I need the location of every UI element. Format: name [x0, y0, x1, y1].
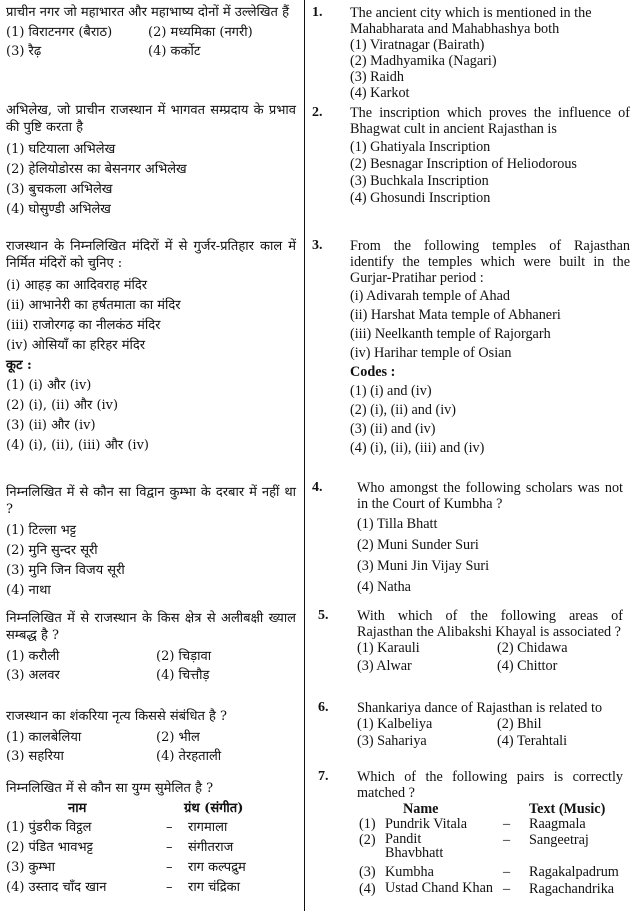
- item: (iv) ओसियाँ का हरिहर मंदिर: [6, 338, 146, 353]
- pair-dash: –: [503, 816, 511, 832]
- pair-text: Ragakalpadrum: [529, 864, 619, 880]
- option: (2) भील: [156, 730, 200, 745]
- option: (3) Raidh: [350, 69, 404, 85]
- options-row: [357, 640, 623, 658]
- pair-dash: –: [503, 864, 511, 880]
- table-row: [6, 859, 296, 879]
- codes-label: Codes :: [350, 364, 396, 380]
- item: (iv) Harihar temple of Osian: [350, 345, 512, 361]
- question-number: 7.: [318, 769, 329, 784]
- pair-name: Pandit Bhavbhatt: [385, 831, 444, 861]
- option: (4) (i), (ii), (iii) and (iv): [350, 440, 485, 456]
- hindi-question-6: [6, 708, 296, 767]
- option: (3) Sahariya: [357, 733, 427, 749]
- hindi-question-4: [6, 484, 296, 602]
- question-stem: From the following temples of Rajasthan identify the temples which were built in the Gurjar-Pratihar period :: [350, 238, 630, 286]
- option: (3) रैढ़: [6, 44, 42, 59]
- option: (3) Buchkala Inscription: [350, 173, 489, 189]
- question-stem: राजस्थान का शंकरिया नृत्य किससे संबंधित है ?: [6, 709, 228, 724]
- option: (4) Karkot: [350, 85, 410, 101]
- option: (3) (ii) and (iv): [350, 421, 436, 437]
- question-stem: राजस्थान के निम्नलिखित मंदिरों में से गुर्जर-प्रतिहार काल में निर्मित मंदिरों को चुनिए :: [6, 239, 296, 271]
- table-row: [357, 864, 623, 881]
- english-question-7: [357, 769, 623, 911]
- hindi-question-5: [6, 610, 296, 686]
- table-row: [357, 832, 623, 864]
- option: (3) Alwar: [357, 658, 412, 674]
- question-stem: With which of the following areas of Rajasthan the Alibakshi Khayal is associated ?: [357, 608, 623, 640]
- option: (4) Ghosundi Inscription: [350, 190, 491, 206]
- item: (ii) Harshat Mata temple of Abhaneri: [350, 307, 561, 323]
- option: (1) (i) और (iv): [6, 378, 92, 393]
- pair-name: (3) कुम्भा: [6, 860, 55, 875]
- question-stem: The inscription which proves the influence of Bhagwat cult in ancient Rajasthan is: [350, 105, 630, 137]
- question-stem: प्राचीन नगर जो महाभारत और महाभाष्य दोनों में उल्लेखित हैं: [6, 5, 289, 20]
- option: (4) Chittor: [497, 658, 558, 674]
- option: (2) मुनि सुन्दर सूरी: [6, 543, 98, 558]
- option: (1) Tilla Bhatt: [357, 516, 438, 532]
- question-number: 6.: [318, 700, 329, 715]
- option: (1) टिल्ला भट्ट: [6, 523, 77, 538]
- options-row: [357, 658, 623, 676]
- pair-name: (1) पुंडरीक विट्ठल: [6, 820, 92, 835]
- pair-text: राग चंद्रिका: [188, 880, 241, 895]
- english-question-1: [350, 5, 630, 101]
- table-row: [357, 816, 623, 832]
- pair-text: Raagmala: [529, 816, 586, 832]
- option: (1) Kalbeliya: [357, 716, 433, 732]
- option: (3) सहरिया: [6, 749, 64, 764]
- question-stem: अभिलेख, जो प्राचीन राजस्थान में भागवत सम्प्रदाय के प्रभाव की पुष्टि करता है: [6, 103, 296, 135]
- option: (1) विराटनगर (बैराठ): [6, 25, 113, 40]
- option: (1) Viratnagar (Bairath): [350, 37, 485, 53]
- options-row: [6, 748, 296, 767]
- option: (2) (i), (ii) and (iv): [350, 402, 456, 418]
- option: (3) अलवर: [6, 668, 60, 683]
- pair-name: Kumbha: [385, 864, 434, 880]
- item: (i) आहड़ का आदिवराह मंदिर: [6, 278, 148, 293]
- option: (4) तेरहताली: [156, 749, 222, 764]
- codes-label: कूट :: [6, 358, 32, 373]
- pair-name: (4) उस्ताद चाँद खान: [6, 880, 107, 895]
- option: (1) (i) and (iv): [350, 383, 432, 399]
- option: (2) Muni Sunder Suri: [357, 537, 479, 553]
- hindi-question-2: [6, 102, 296, 221]
- table-header: [357, 801, 623, 816]
- option: (4) नाथा: [6, 583, 51, 598]
- option: (2) मध्यमिका (नगरी): [148, 25, 253, 40]
- table-row: [357, 881, 623, 911]
- pair-dash: –: [166, 880, 173, 895]
- english-question-2: [350, 105, 630, 206]
- option: (4) Natha: [357, 579, 411, 595]
- options-row: [6, 648, 296, 667]
- english-question-4: [357, 480, 623, 595]
- english-question-3: [350, 238, 630, 456]
- pair-text: राग कल्पद्रुम: [188, 860, 246, 875]
- column-header: Text (Music): [529, 801, 606, 817]
- option: (2) Bhil: [497, 716, 542, 732]
- pair-name: Pundrik Vitala: [385, 816, 468, 832]
- pair-dash: –: [503, 881, 511, 897]
- table-row: [6, 839, 296, 859]
- question-number: 2.: [312, 105, 323, 120]
- table-row: [6, 879, 296, 899]
- column-header: ग्रंथ (संगीत): [184, 801, 244, 816]
- options-row: [6, 43, 296, 62]
- table-header: [6, 800, 296, 819]
- item: (iii) राजोरगढ़ का नीलकंठ मंदिर: [6, 318, 161, 333]
- option: (3) Muni Jin Vijay Suri: [357, 558, 490, 574]
- column-divider: [304, 0, 305, 911]
- hindi-question-1: [6, 4, 296, 62]
- column-header: नाम: [68, 801, 87, 816]
- question-stem: The ancient city which is mentioned in the Mahabharata and Mahabhashya both: [350, 5, 592, 37]
- options-row: [6, 729, 296, 748]
- column-header: Name: [403, 801, 439, 817]
- table-row: [6, 819, 296, 839]
- question-number: 1.: [312, 5, 323, 20]
- option: (2) हेलियोडोरस का बेसनगर अभिलेख: [6, 162, 187, 177]
- pair-text: रागमाला: [188, 820, 228, 835]
- option: (2) Chidawa: [497, 640, 568, 656]
- option: (3) मुनि जिन विजय सूरी: [6, 563, 125, 578]
- option: (4) कर्कोट: [148, 44, 201, 59]
- option: (2) Besnagar Inscription of Heliodorous: [350, 156, 577, 172]
- option: (3) बुचकला अभिलेख: [6, 182, 113, 197]
- pair-text: Ragachandrika: [529, 881, 615, 897]
- option: (2) Madhyamika (Nagari): [350, 53, 497, 69]
- options-row: [6, 667, 296, 686]
- options-row: [357, 733, 623, 750]
- hindi-question-3: [6, 238, 296, 457]
- pair-text: संगीतराज: [188, 840, 234, 855]
- option: (4) (i), (ii), (iii) और (iv): [6, 438, 149, 453]
- english-question-5: [357, 608, 623, 676]
- option: (2) चिड़ावा: [156, 649, 212, 664]
- english-question-6: [357, 700, 623, 750]
- option: (1) घटियाला अभिलेख: [6, 142, 116, 157]
- pair-dash: –: [166, 860, 173, 875]
- question-stem: Which of the following pairs is correctly matched ?: [357, 769, 623, 801]
- pair-index: (1): [359, 816, 376, 832]
- item: (i) Adivarah temple of Ahad: [350, 288, 510, 304]
- question-stem: निम्नलिखित में से कौन सा युग्म सुमेलित है ?: [6, 781, 214, 796]
- options-row: [6, 24, 296, 43]
- question-stem: निम्नलिखित में से राजस्थान के किस क्षेत्र से अलीबक्षी ख्याल सम्बद्ध है ?: [6, 611, 296, 643]
- option: (4) चित्तौड़: [156, 668, 210, 683]
- item: (iii) Neelkanth temple of Rajorgarh: [350, 326, 551, 342]
- pair-index: (4): [359, 881, 376, 897]
- pair-dash: –: [166, 840, 173, 855]
- question-number: 3.: [312, 238, 323, 253]
- question-stem: Who amongst the following scholars was not in the Court of Kumbha ?: [357, 480, 623, 512]
- option: (1) Ghatiyala Inscription: [350, 139, 491, 155]
- pair-text: Sangeetraj: [529, 832, 589, 848]
- pair-name: (2) पंडित भावभट्ट: [6, 840, 94, 855]
- option: (4) Terahtali: [497, 733, 568, 749]
- question-number: 5.: [318, 608, 329, 623]
- option: (1) Karauli: [357, 640, 420, 656]
- option: (1) कालबेलिया: [6, 730, 82, 745]
- option: (2) (i), (ii) और (iv): [6, 398, 119, 413]
- pair-index: (2): [359, 832, 376, 848]
- item: (ii) आभानेरी का हर्षतमाता का मंदिर: [6, 298, 181, 313]
- pair-name: Ustad Chand Khan: [385, 880, 493, 896]
- options-row: [357, 716, 623, 733]
- pair-dash: –: [503, 832, 511, 848]
- question-stem: निम्नलिखित में से कौन सा विद्वान कुम्भा के दरबार में नहीं था ?: [6, 485, 296, 517]
- question-number: 4.: [312, 480, 323, 495]
- option: (1) करौली: [6, 649, 60, 664]
- option: (3) (ii) और (iv): [6, 418, 96, 433]
- hindi-question-7: [6, 780, 296, 899]
- pair-dash: –: [166, 820, 173, 835]
- question-stem: Shankariya dance of Rajasthan is related to: [357, 700, 603, 716]
- pair-index: (3): [359, 864, 376, 880]
- option: (4) घोसुण्डी अभिलेख: [6, 202, 111, 217]
